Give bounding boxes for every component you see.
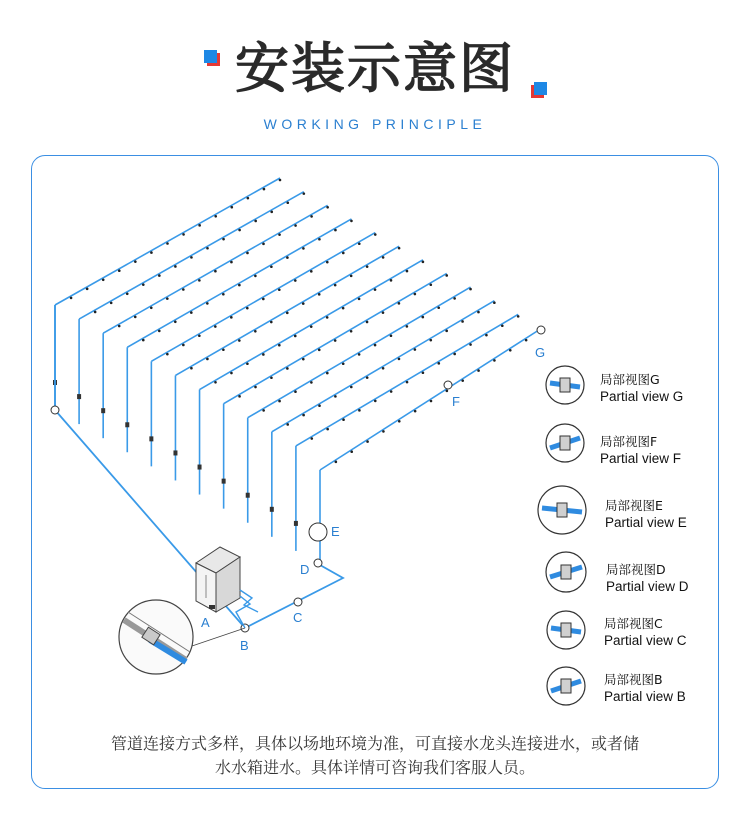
nozzle xyxy=(390,390,393,393)
nozzle xyxy=(70,297,73,300)
nozzle xyxy=(302,414,305,417)
nozzle xyxy=(382,367,385,370)
nozzle xyxy=(406,270,409,273)
nozzle xyxy=(318,349,321,352)
nozzle xyxy=(206,302,209,305)
nozzle xyxy=(318,238,321,241)
nozzle xyxy=(102,278,105,281)
nozzle xyxy=(303,192,306,195)
partial-view-label-f: 局部视图F Partial view F xyxy=(600,434,682,466)
nozzle xyxy=(142,339,145,342)
nozzle xyxy=(134,260,137,263)
point-label-f: F xyxy=(452,394,460,409)
nozzle xyxy=(158,274,161,277)
branch-pipe xyxy=(151,233,375,362)
nozzle xyxy=(286,256,289,259)
nozzle xyxy=(310,437,313,440)
page-title: 安装示意图 xyxy=(235,37,515,100)
branch-pipe xyxy=(103,205,327,333)
branch-pipe xyxy=(224,273,447,403)
nozzle xyxy=(350,386,353,389)
nozzle xyxy=(206,358,209,361)
nozzle xyxy=(310,325,313,328)
nozzle xyxy=(493,359,496,362)
nozzle xyxy=(279,179,282,182)
point-label-e: E xyxy=(331,524,340,539)
nozzle xyxy=(358,353,361,356)
nozzle xyxy=(278,344,281,347)
marker-f xyxy=(444,381,452,389)
nozzle xyxy=(446,390,449,393)
nozzle xyxy=(318,404,321,407)
marker-e xyxy=(309,523,327,541)
nozzle xyxy=(174,320,177,323)
nozzle xyxy=(398,302,401,305)
nozzle xyxy=(238,339,241,342)
partial-view-label-g: 局部视图G Partial view G xyxy=(600,372,684,404)
nozzle xyxy=(262,298,265,301)
nozzle xyxy=(118,269,121,272)
nozzle xyxy=(278,233,281,236)
nozzle xyxy=(525,339,528,342)
branch-pipe xyxy=(175,246,399,375)
nozzle xyxy=(469,343,472,346)
nozzle xyxy=(358,409,361,412)
nozzle xyxy=(222,238,225,241)
pipe-network xyxy=(55,178,542,565)
nozzle xyxy=(334,229,337,232)
nozzle xyxy=(429,283,432,286)
nozzle xyxy=(453,353,456,356)
nozzle xyxy=(437,306,440,309)
nozzle xyxy=(390,279,393,282)
nozzle xyxy=(326,261,329,264)
nozzle xyxy=(190,256,193,259)
zoom-detail-circle xyxy=(119,600,245,674)
nozzle xyxy=(286,312,289,315)
nozzle xyxy=(477,369,480,372)
nozzle xyxy=(230,372,233,375)
nozzle xyxy=(214,270,217,273)
partial-view-icon xyxy=(546,552,586,592)
nozzle xyxy=(182,233,185,236)
nozzle xyxy=(430,400,433,403)
nozzle xyxy=(366,376,369,379)
nozzle xyxy=(286,367,289,370)
nozzle xyxy=(342,362,345,365)
riser-valve xyxy=(173,450,177,455)
nozzle xyxy=(118,325,121,328)
nozzle xyxy=(334,395,337,398)
nozzle xyxy=(294,390,297,393)
branch-pipe xyxy=(248,287,471,418)
nozzle xyxy=(134,316,137,319)
nozzle xyxy=(182,344,185,347)
riser-valve xyxy=(77,394,81,399)
nozzle xyxy=(198,279,201,282)
nozzle xyxy=(366,440,369,443)
nozzle xyxy=(238,395,241,398)
nozzle xyxy=(453,297,456,300)
nozzle xyxy=(166,353,169,356)
nozzle xyxy=(198,334,201,337)
nozzle xyxy=(509,349,512,352)
nozzle xyxy=(246,362,249,365)
nozzle xyxy=(382,430,385,433)
nozzle xyxy=(294,224,297,227)
nozzle xyxy=(262,353,265,356)
marker-g xyxy=(537,326,545,334)
nozzle xyxy=(254,220,257,223)
nozzle xyxy=(230,316,233,319)
nozzle xyxy=(469,288,472,291)
nozzle xyxy=(247,197,250,200)
nozzle xyxy=(335,461,338,464)
nozzle xyxy=(254,330,257,333)
nozzle xyxy=(374,288,377,291)
nozzle xyxy=(517,315,520,318)
point-label-b: B xyxy=(240,638,249,653)
nozzle xyxy=(342,307,345,310)
partial-view-icon xyxy=(538,486,586,534)
nozzle xyxy=(429,339,432,342)
nozzle xyxy=(398,420,401,423)
nozzle xyxy=(310,381,313,384)
nozzle xyxy=(445,330,448,333)
nozzle xyxy=(342,252,345,255)
nozzle xyxy=(263,188,266,191)
nozzle xyxy=(461,379,464,382)
nozzle xyxy=(326,372,329,375)
marker-c xyxy=(294,598,302,606)
nozzle xyxy=(414,348,417,351)
nozzle xyxy=(350,330,353,333)
riser-valve xyxy=(222,479,226,484)
nozzle xyxy=(358,242,361,245)
branch-pipe xyxy=(200,260,423,390)
nozzle xyxy=(230,261,233,264)
branch-pipe xyxy=(55,178,280,305)
riser-valve xyxy=(149,436,153,441)
nozzle xyxy=(390,334,393,337)
nozzle xyxy=(302,247,305,250)
nozzle xyxy=(230,206,233,209)
nozzle xyxy=(214,381,217,384)
nozzle xyxy=(254,386,257,389)
partial-view-label-b: 局部视图B Partial view B xyxy=(604,672,686,704)
nozzle xyxy=(461,320,464,323)
nozzle xyxy=(422,371,425,374)
nozzle xyxy=(350,275,353,278)
nozzle xyxy=(86,288,89,291)
branch-pipe xyxy=(79,192,304,319)
nozzle xyxy=(222,348,225,351)
nozzle xyxy=(374,233,377,236)
nozzle xyxy=(270,211,273,214)
connection-markers xyxy=(51,326,545,632)
nozzle xyxy=(150,306,153,309)
caption-line-1: 管道连接方式多样，具体以场地环境为准，可直接水龙头连接进水，或者储 xyxy=(110,734,639,753)
nozzle xyxy=(214,215,217,218)
riser-valve xyxy=(101,408,105,413)
nozzle xyxy=(366,265,369,268)
nozzle xyxy=(398,247,401,250)
nozzle xyxy=(421,316,424,319)
partial-view-icon xyxy=(547,611,585,649)
nozzle xyxy=(278,288,281,291)
marker-d xyxy=(314,559,322,567)
nozzle xyxy=(198,224,201,227)
marker-a xyxy=(51,406,59,414)
nozzle xyxy=(358,298,361,301)
nozzle xyxy=(302,302,305,305)
nozzle xyxy=(182,288,185,291)
point-label-a: A xyxy=(201,615,210,630)
nozzle xyxy=(382,256,385,259)
nozzle xyxy=(398,358,401,361)
nozzle xyxy=(222,293,225,296)
nozzle xyxy=(350,450,353,453)
nozzle xyxy=(501,324,504,327)
branch-pipe xyxy=(127,219,351,347)
partial-view-label-d: 局部视图D Partial view D xyxy=(606,562,689,594)
nozzle xyxy=(158,330,161,333)
nozzle xyxy=(262,243,265,246)
nozzle xyxy=(262,409,265,412)
point-label-d: D xyxy=(300,562,310,577)
caption-line-2: 水水箱进水。具体详情可咨询我们客服人员。 xyxy=(214,758,535,777)
partial-view-icons xyxy=(538,366,586,705)
partial-view-icon xyxy=(546,424,584,462)
nozzle xyxy=(166,242,169,245)
nozzle xyxy=(445,274,448,277)
nozzle xyxy=(246,307,249,310)
nozzle xyxy=(174,265,177,268)
nozzle xyxy=(246,252,249,255)
nozzle xyxy=(342,418,345,421)
partial-view-icon xyxy=(547,667,585,705)
nozzle xyxy=(310,270,313,273)
nozzle xyxy=(190,311,193,314)
nozzle xyxy=(270,376,273,379)
nozzle xyxy=(318,293,321,296)
nozzle xyxy=(493,301,496,304)
nozzle xyxy=(94,311,97,314)
nozzle xyxy=(278,400,281,403)
nozzle xyxy=(326,428,329,431)
nozzle xyxy=(166,297,169,300)
riser-valve xyxy=(270,507,274,512)
partial-view-icon xyxy=(546,366,584,404)
nozzle xyxy=(326,316,329,319)
nozzle xyxy=(142,283,145,286)
nozzle xyxy=(406,325,409,328)
nozzle xyxy=(270,265,273,268)
nozzle xyxy=(374,344,377,347)
nozzle xyxy=(150,251,153,254)
nozzle xyxy=(382,311,385,314)
nozzle xyxy=(350,220,353,223)
branch-pipe xyxy=(272,301,495,432)
point-label-c: C xyxy=(293,610,303,625)
nozzle xyxy=(294,279,297,282)
nozzle xyxy=(206,247,209,250)
nozzle xyxy=(302,358,305,361)
riser-valve xyxy=(294,521,298,526)
page-subtitle: WORKING PRINCIPLE xyxy=(263,116,487,132)
nozzle xyxy=(126,292,129,295)
nozzle xyxy=(286,201,289,204)
nozzle xyxy=(406,381,409,384)
nozzle xyxy=(238,229,241,232)
nozzle xyxy=(270,321,273,324)
nozzle xyxy=(286,423,289,426)
riser-valve xyxy=(198,465,202,470)
riser-valve xyxy=(246,493,250,498)
nozzle xyxy=(414,410,417,413)
riser-valve xyxy=(125,422,129,427)
nozzle xyxy=(310,215,313,218)
nozzle xyxy=(254,275,257,278)
partial-view-label-e: 局部视图E Partial view E xyxy=(605,498,687,530)
nozzle xyxy=(238,284,241,287)
nozzle xyxy=(437,362,440,365)
nozzle xyxy=(485,334,488,337)
nozzle xyxy=(477,311,480,314)
branch-pipe xyxy=(320,328,542,470)
nozzle xyxy=(214,325,217,328)
nozzle xyxy=(334,339,337,342)
nozzle xyxy=(110,302,113,305)
point-label-g: G xyxy=(535,345,546,360)
nozzle xyxy=(374,400,377,403)
nozzle xyxy=(294,335,297,338)
branch-pipe xyxy=(296,314,518,446)
nozzle xyxy=(414,293,417,296)
nozzle xyxy=(190,367,193,370)
partial-view-label-c: 局部视图C Partial view C xyxy=(604,616,687,648)
nozzle xyxy=(422,261,425,264)
nozzle xyxy=(366,321,369,324)
nozzle xyxy=(334,284,337,287)
nozzle xyxy=(326,206,329,209)
